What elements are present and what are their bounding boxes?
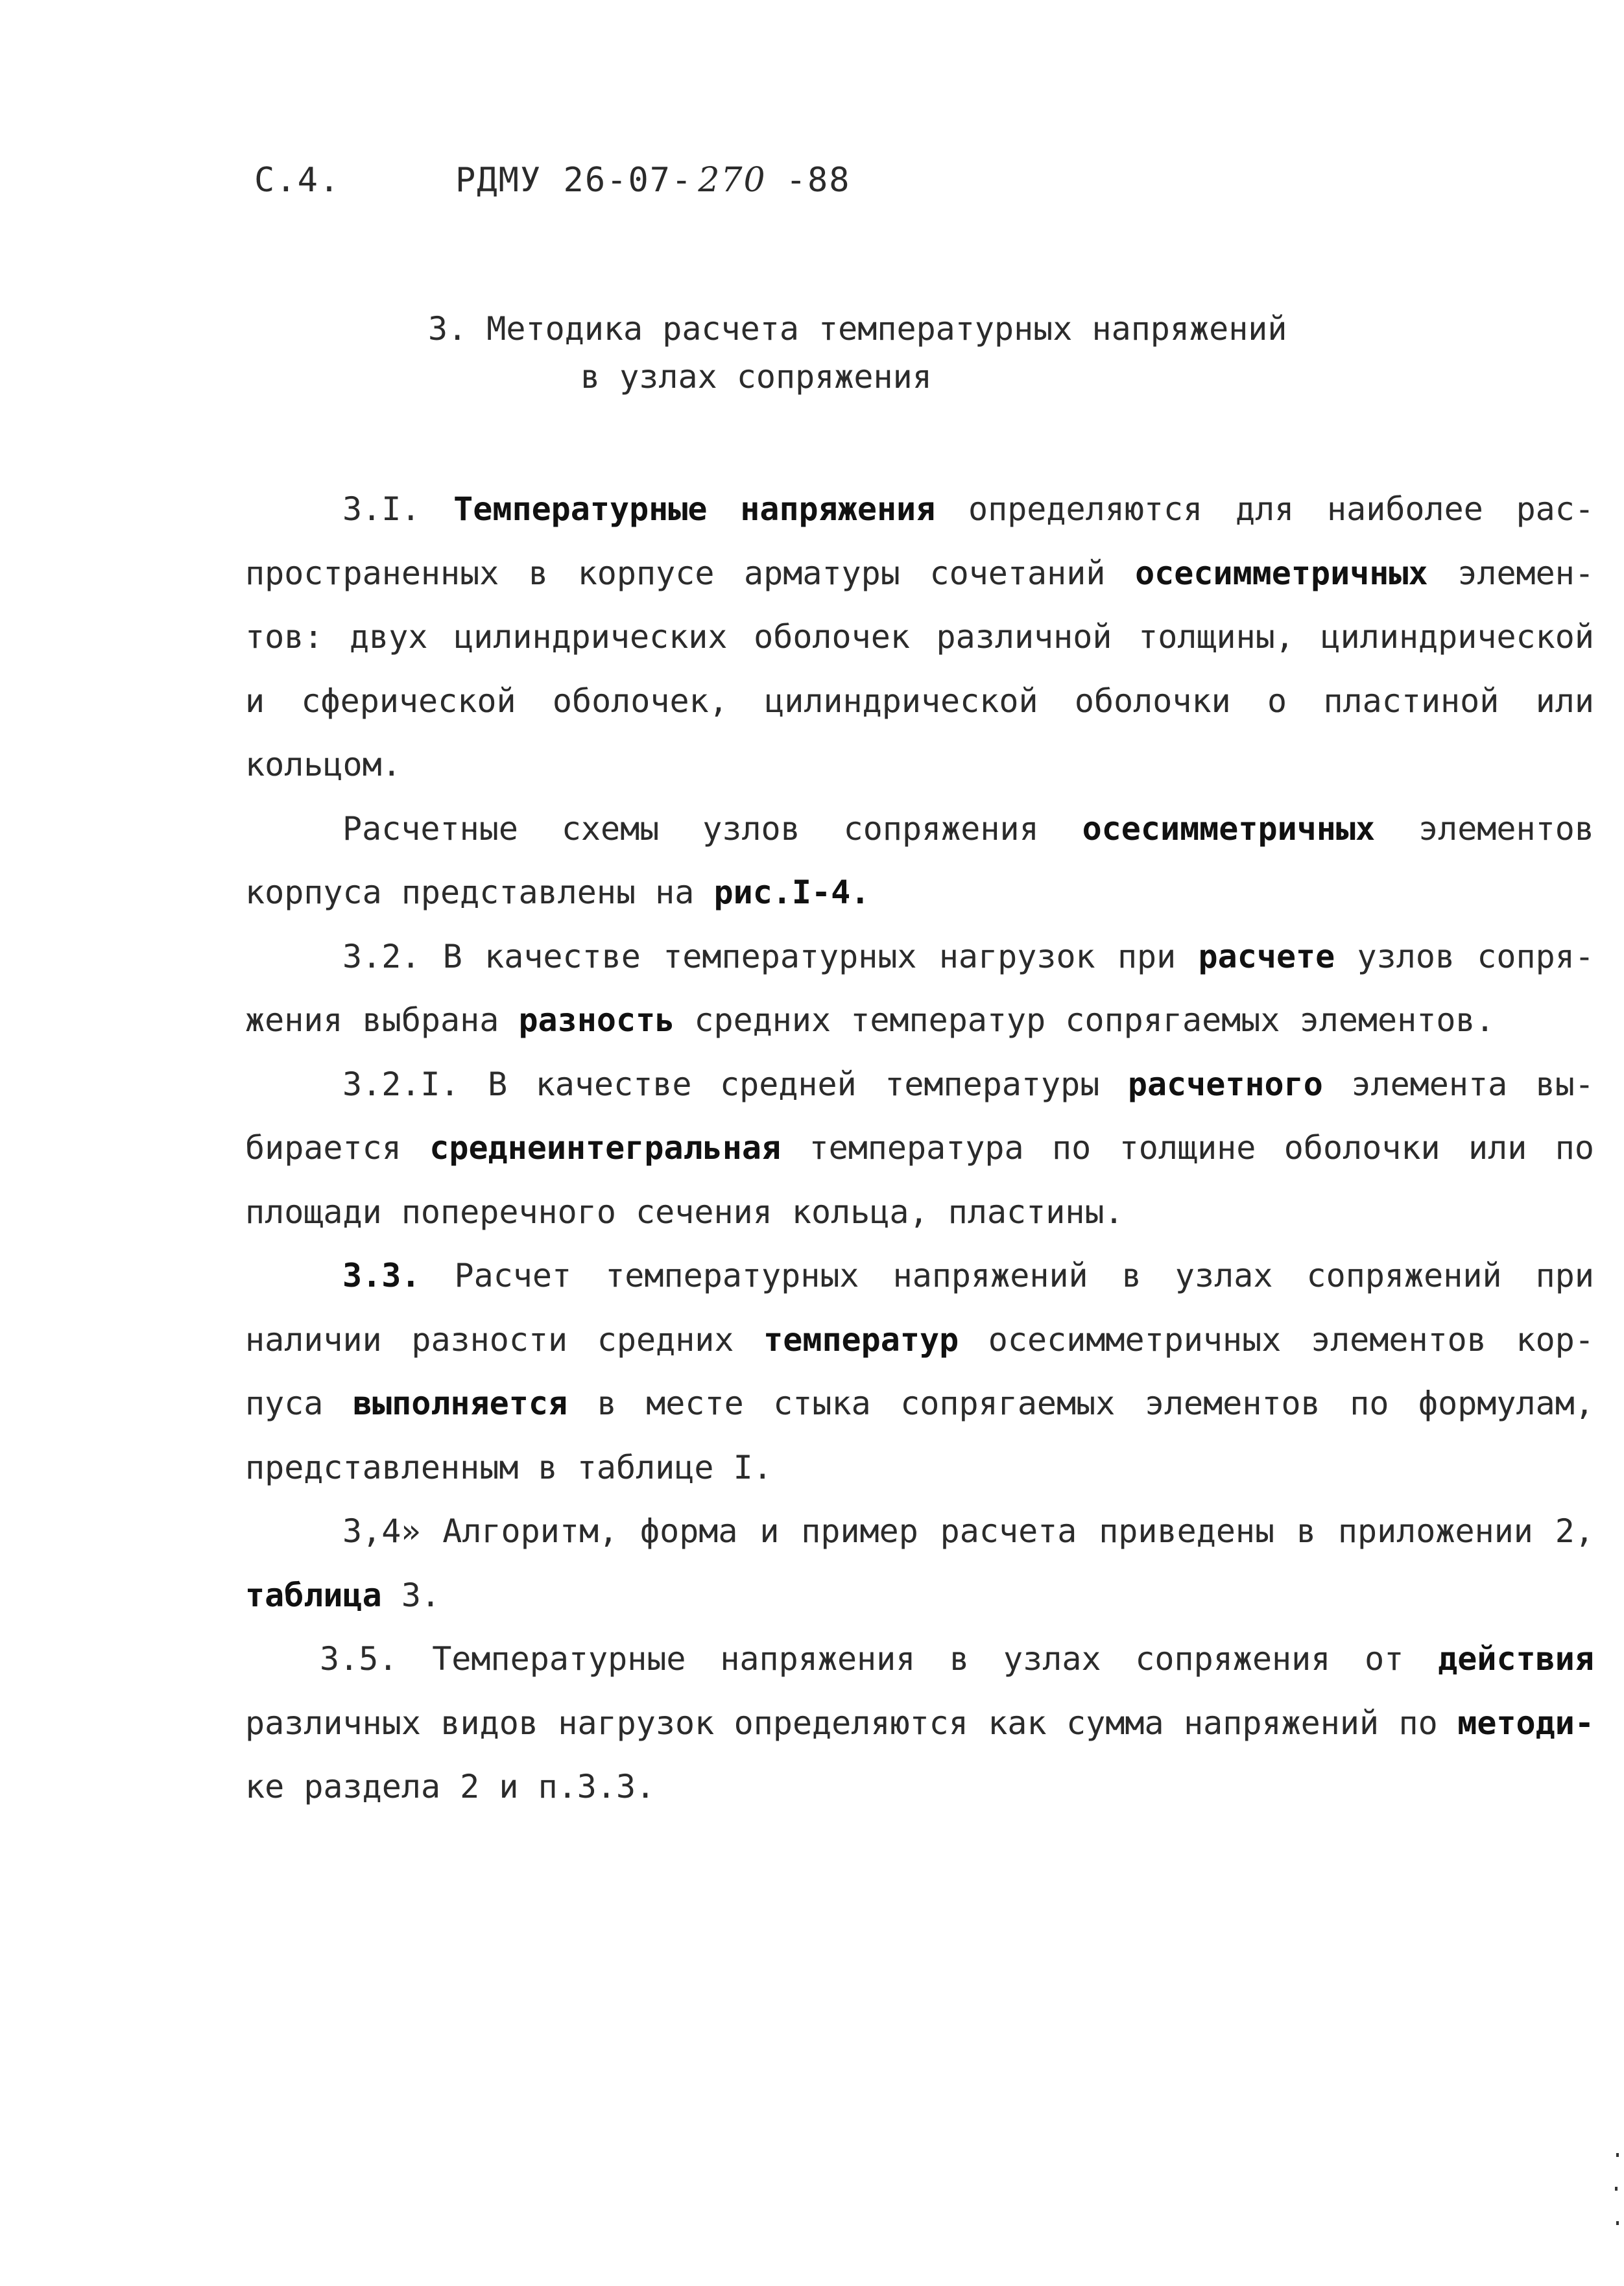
word: площади (245, 1193, 382, 1231)
word: арматуры (744, 554, 900, 592)
word: Расчет (454, 1257, 572, 1294)
word: пространенных (245, 554, 499, 592)
word: действия (1438, 1640, 1594, 1678)
word: нагрузок (938, 937, 1095, 975)
word: средней (720, 1065, 857, 1103)
word: пластины. (948, 1193, 1124, 1231)
word: сопрягаемых (900, 1385, 1116, 1422)
word: сопря- (1477, 937, 1594, 975)
word: приложении (1337, 1512, 1533, 1550)
word: температуры (885, 1065, 1100, 1103)
word: о (1267, 682, 1287, 720)
word: Температурные (453, 490, 708, 528)
word: разность (518, 1001, 675, 1039)
word: схемы (561, 809, 660, 848)
section-title (428, 305, 1336, 401)
word: качестве (484, 937, 641, 975)
text-line (245, 733, 1594, 797)
word: наиболее (1327, 490, 1483, 528)
text-line (245, 1053, 1594, 1117)
word: средних (694, 1001, 831, 1039)
word: рас- (1516, 490, 1594, 528)
text-line (245, 1308, 1594, 1372)
word: 2, (1555, 1512, 1594, 1550)
word: температур (850, 1001, 1046, 1039)
word: сферической (301, 682, 516, 720)
word: расчетного (1127, 1065, 1323, 1103)
word: элементов (1144, 1385, 1320, 1422)
word: в (949, 1640, 970, 1678)
word: видов (440, 1704, 538, 1742)
word: осесимметричных (1135, 554, 1428, 592)
word: форма (639, 1512, 738, 1550)
word: рис.I-4. (713, 874, 870, 911)
word: от (1365, 1640, 1404, 1678)
word: элемен- (1457, 554, 1594, 592)
text-line (245, 1691, 1594, 1756)
word: при (1117, 937, 1176, 975)
word: оболочки (1284, 1129, 1440, 1167)
word: разности (411, 1320, 568, 1359)
word: двух (350, 618, 428, 656)
word: Расчетные (342, 809, 518, 848)
text-line (245, 988, 1594, 1053)
word: как (988, 1704, 1047, 1742)
word: элементов (1418, 809, 1594, 848)
text-line (245, 1564, 1594, 1628)
word: в (528, 554, 549, 592)
word: или (1535, 682, 1594, 720)
word: 3,4» (342, 1512, 421, 1550)
word: оболочек, (552, 682, 728, 720)
paragraph-3-2-1 (245, 1053, 1594, 1244)
word: сумма (1066, 1704, 1164, 1742)
word: на (655, 874, 695, 911)
word: 3.5. (320, 1640, 398, 1678)
word: различной (936, 618, 1112, 656)
word: корпуса (245, 874, 382, 911)
word: раздела (304, 1768, 441, 1805)
word: или (1468, 1129, 1527, 1167)
word: толщине (1119, 1129, 1256, 1167)
section-title-line-2: в узлах сопряжения (580, 358, 932, 396)
word: 3.I. (342, 490, 421, 528)
word: корпусе (577, 554, 715, 592)
word: выбрана (362, 1001, 499, 1039)
word: при (1535, 1257, 1594, 1294)
paragraph-3-4 (245, 1499, 1594, 1627)
word: температурных (663, 937, 917, 975)
word: качестве (535, 1065, 692, 1103)
word: для (1235, 490, 1295, 528)
word: в (1121, 1257, 1141, 1294)
scan-speck (1616, 2153, 1619, 2157)
word: в (1296, 1512, 1317, 1550)
word: методи- (1457, 1704, 1594, 1742)
word: элемента (1351, 1065, 1508, 1103)
word: тов: (245, 618, 324, 656)
word: Алгоритм, (442, 1512, 619, 1550)
word: напряжения (720, 1640, 916, 1678)
word: цилиндрической (1320, 618, 1594, 656)
word: сопряжения (1135, 1640, 1331, 1678)
word: определяются (968, 490, 1203, 528)
text-line (245, 605, 1594, 669)
document-number-handwritten: 270 (698, 161, 767, 200)
word: В (442, 937, 462, 975)
word: и (499, 1768, 519, 1805)
word: и (759, 1512, 780, 1550)
word: напряжений (1184, 1704, 1379, 1742)
section-title-line-1: 3. Методика расчета температурных напряжений (428, 310, 1287, 348)
scan-speck (1615, 2187, 1618, 2191)
text-line (245, 1436, 1594, 1500)
word: представленным (245, 1448, 519, 1486)
text-line (245, 542, 1594, 606)
word: по (1398, 1704, 1438, 1742)
word: среднеинтегральная (429, 1129, 782, 1167)
word: температур (763, 1320, 959, 1359)
word: различных (245, 1704, 421, 1742)
paragraph-schemes (245, 797, 1594, 925)
text-line (245, 1499, 1594, 1564)
word: сечения (636, 1193, 772, 1231)
paragraph-3-5 (245, 1627, 1594, 1819)
word: элементов (1310, 1320, 1487, 1359)
word: поперечного (401, 1193, 616, 1231)
word: 3.2. (342, 937, 421, 975)
word: расчета (940, 1512, 1077, 1550)
word: толщины, (1138, 618, 1295, 656)
word: таблице (577, 1448, 714, 1486)
page-number: С.4. (254, 161, 341, 200)
word: по (1555, 1129, 1594, 1167)
word: формулам, (1418, 1385, 1594, 1422)
text-line (245, 1180, 1594, 1244)
word: узлах (1003, 1640, 1101, 1678)
word: В (488, 1065, 508, 1103)
word: I. (733, 1448, 772, 1486)
word: стыка (773, 1385, 871, 1422)
word: в (597, 1385, 617, 1422)
word: температура (809, 1129, 1024, 1167)
word: осесимметричных (988, 1320, 1282, 1359)
word: п.3.3. (538, 1768, 656, 1805)
word: оболочки (1074, 682, 1231, 720)
word: жения (245, 1001, 343, 1039)
text-line (245, 1372, 1594, 1436)
word: температурных (605, 1257, 859, 1294)
word: в (538, 1448, 558, 1486)
paragraph-3-1 (245, 477, 1594, 797)
text-line (245, 1244, 1594, 1308)
word: таблица (245, 1576, 382, 1614)
word: сочетаний (929, 554, 1106, 592)
word: месте (646, 1385, 744, 1422)
word: Температурные (432, 1640, 686, 1678)
word: кор- (1516, 1320, 1594, 1359)
word: пластиной (1323, 682, 1499, 720)
word: напряжения (740, 490, 936, 528)
word: пуса (245, 1385, 324, 1422)
text-line (245, 925, 1594, 989)
page-header (254, 161, 851, 200)
word: элементов. (1299, 1001, 1495, 1039)
word: определяются (734, 1704, 968, 1742)
text-line (245, 1755, 1594, 1819)
word: выполняется (352, 1385, 568, 1422)
word: нагрузок (558, 1704, 715, 1742)
document-code: РДМУ 26-07- (455, 161, 693, 200)
word: кольцом. (245, 746, 401, 783)
word: по (1052, 1129, 1092, 1167)
word: сопряжения (843, 809, 1039, 848)
word: узлах (1175, 1257, 1273, 1294)
word: 3.2.I. (342, 1065, 460, 1103)
text-line (245, 669, 1594, 733)
word: напряжений (892, 1257, 1088, 1294)
text-line (245, 797, 1594, 861)
word: по (1350, 1385, 1389, 1422)
word: кольца, (791, 1193, 929, 1231)
word: оболочек (754, 618, 910, 656)
text-line (245, 861, 1594, 925)
text-line (245, 477, 1594, 542)
word: пример (801, 1512, 918, 1550)
paragraph-3-3 (245, 1244, 1594, 1499)
word: ке (245, 1768, 285, 1805)
word: представлены (401, 874, 636, 911)
text-line (245, 1116, 1594, 1180)
word: узлов (702, 809, 800, 848)
word: 2 (460, 1768, 480, 1805)
paragraph-3-2 (245, 925, 1594, 1053)
word: вы- (1535, 1065, 1594, 1103)
document-year: -88 (785, 161, 851, 200)
word: и (245, 682, 265, 720)
word: 3. (401, 1576, 441, 1614)
word: средних (597, 1320, 734, 1359)
scan-speck (1616, 2221, 1619, 2225)
word: сопряжений (1306, 1257, 1502, 1294)
word: цилиндрических (454, 618, 728, 656)
section-body (245, 477, 1594, 1819)
word: 3.3. (342, 1257, 421, 1294)
word: узлов (1357, 937, 1455, 975)
word: расчете (1198, 937, 1335, 975)
word: осесимметричных (1082, 809, 1376, 848)
word: наличии (245, 1320, 382, 1359)
word: приведены (1099, 1512, 1275, 1550)
word: цилиндрической (765, 682, 1038, 720)
word: бирается (245, 1129, 401, 1167)
text-line (245, 1627, 1594, 1691)
word: сопрягаемых (1065, 1001, 1280, 1039)
